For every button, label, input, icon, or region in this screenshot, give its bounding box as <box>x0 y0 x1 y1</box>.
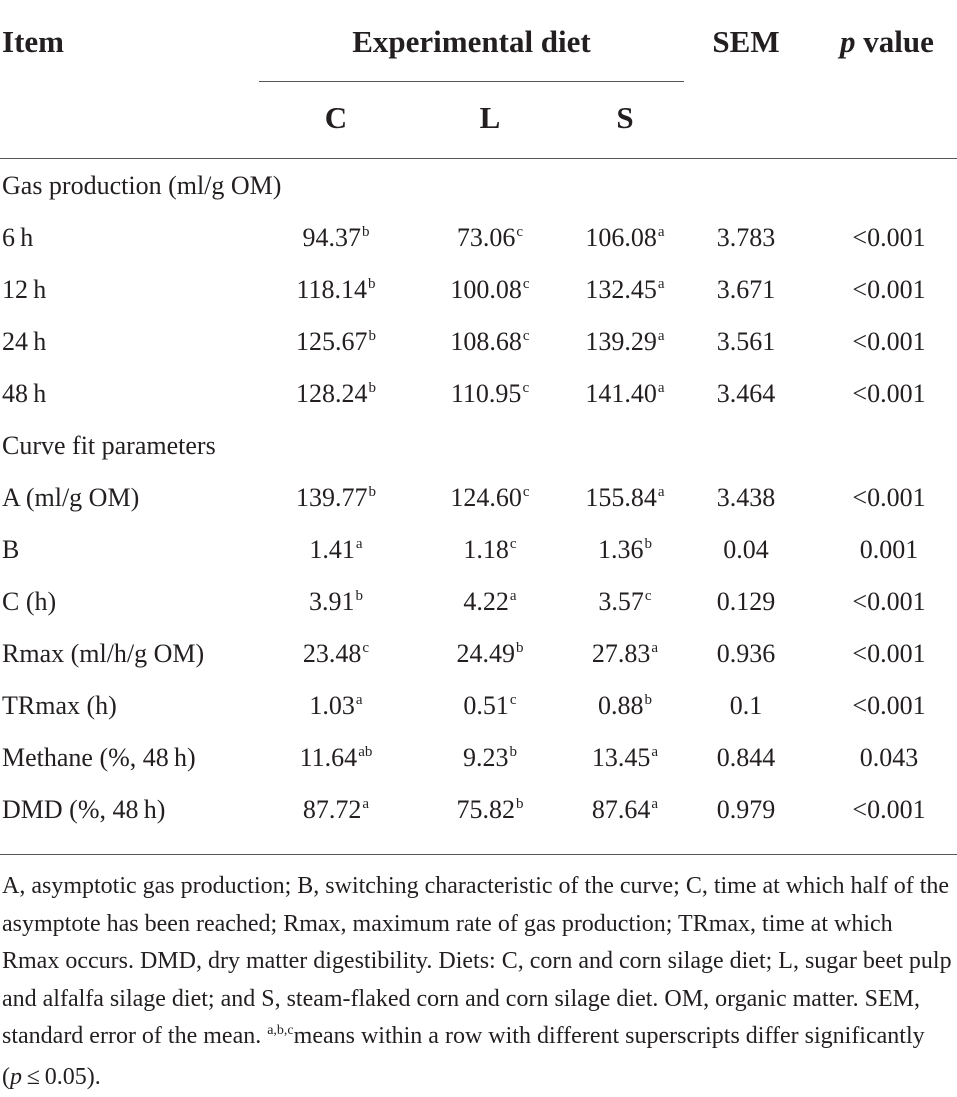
table-bottom-rule <box>0 854 957 855</box>
cell-diet-s: 155.84$^a$ <box>585 483 665 512</box>
row-label: Rmax (ml/h/g OM) <box>2 639 205 668</box>
header-experimental-diet: Experimental diet <box>352 24 591 59</box>
section-row-curve-fit <box>0 420 957 472</box>
header-group-rule <box>259 81 684 82</box>
cell-p-value: <0.001 <box>852 587 926 616</box>
cell-diet-c: 139.77$^b$ <box>296 483 376 512</box>
cell-diet-c: 1.03$^a$ <box>309 691 363 720</box>
table-row <box>0 576 957 628</box>
cell-diet-s: 87.64$^a$ <box>591 795 659 824</box>
cell-sem: 0.1 <box>729 691 763 720</box>
cell-diet-s: 1.36$^b$ <box>598 535 652 564</box>
cell-p-value: <0.001 <box>852 275 926 304</box>
cell-diet-c: 11.64$^{ab}$ <box>299 743 373 772</box>
section-row-gas-production <box>0 160 957 212</box>
header-p-rest: value <box>855 24 934 59</box>
cell-diet-c: 23.48$^c$ <box>302 639 370 668</box>
header-diet-s: S <box>616 100 634 135</box>
row-label: 6 h <box>2 223 34 252</box>
header-bottom-rule <box>0 158 957 159</box>
cell-diet-l: 75.82$^b$ <box>456 795 524 824</box>
cell-diet-l: 24.49$^b$ <box>456 639 524 668</box>
row-label: 12 h <box>2 275 47 304</box>
section-title: Curve fit parameters <box>2 431 216 460</box>
cell-sem: 3.438 <box>716 483 776 512</box>
cell-sem: 3.671 <box>716 275 776 304</box>
cell-p-value: <0.001 <box>852 379 926 408</box>
cell-p-value: <0.001 <box>852 327 926 356</box>
row-label: B <box>2 535 20 564</box>
row-label: C (h) <box>2 587 57 616</box>
table-row <box>0 784 957 836</box>
cell-p-value: <0.001 <box>852 483 926 512</box>
cell-p-value: <0.001 <box>852 691 926 720</box>
table-row <box>0 628 957 680</box>
cell-diet-l: 1.18$^c$ <box>463 535 517 564</box>
cell-sem: 0.936 <box>716 639 776 668</box>
cell-diet-l: 4.22$^a$ <box>463 587 517 616</box>
cell-p-value: <0.001 <box>852 639 926 668</box>
cell-diet-s: 27.83$^a$ <box>591 639 659 668</box>
cell-sem: 3.561 <box>716 327 776 356</box>
cell-diet-c: 128.24$^b$ <box>296 379 376 408</box>
cell-sem: 3.464 <box>716 379 776 408</box>
cell-sem: 3.783 <box>716 223 776 252</box>
cell-p-value: 0.001 <box>859 535 919 564</box>
cell-sem: 0.04 <box>723 535 769 564</box>
table-row <box>0 264 957 316</box>
table-row <box>0 680 957 732</box>
cell-p-value: <0.001 <box>852 223 926 252</box>
cell-diet-l: 110.95$^c$ <box>450 379 530 408</box>
cell-diet-s: 139.29$^a$ <box>585 327 665 356</box>
cell-diet-c: 94.37$^b$ <box>302 223 370 252</box>
cell-diet-c: 1.41$^a$ <box>309 535 363 564</box>
header-item: Item <box>2 24 64 59</box>
cell-sem: 0.844 <box>716 743 776 772</box>
cell-diet-c: 87.72$^a$ <box>302 795 370 824</box>
cell-diet-s: 13.45$^a$ <box>591 743 659 772</box>
cell-diet-s: 141.40$^a$ <box>585 379 665 408</box>
header-diet-c: C <box>324 100 348 135</box>
cell-diet-c: 125.67$^b$ <box>296 327 376 356</box>
header-sem: SEM <box>712 24 780 59</box>
cell-diet-s: 106.08$^a$ <box>585 223 665 252</box>
cell-diet-c: 3.91$^b$ <box>309 587 363 616</box>
cell-diet-l: 124.60$^c$ <box>450 483 530 512</box>
header-p-italic: p <box>840 24 856 59</box>
cell-sem: 0.979 <box>716 795 776 824</box>
row-label: DMD (%, 48 h) <box>2 795 166 824</box>
table-row <box>0 368 957 420</box>
cell-diet-s: 132.45$^a$ <box>585 275 665 304</box>
row-label: Methane (%, 48 h) <box>2 743 196 772</box>
row-label: 48 h <box>2 379 47 408</box>
cell-diet-l: 9.23$^b$ <box>463 743 517 772</box>
table-row <box>0 316 957 368</box>
table-row <box>0 732 957 784</box>
row-label: TRmax (h) <box>2 691 117 720</box>
cell-diet-l: 100.08$^c$ <box>450 275 530 304</box>
header-p-value <box>840 26 934 57</box>
section-title: Gas production (ml/g OM) <box>2 171 282 200</box>
table-footnote: A, asymptotic gas production; B, switching characteristic of the curve; C, time at which half of the asymptote has been reached; Rmax, maximum rate of gas production; TRmax, time at which Rmax occurs. DMD, dry matter digestibility. Diets: C, corn and corn silage diet; L, sugar beet pulp and alfalfa silage diet; and S, steam-flaked corn and corn silage diet. OM, organic matter. SEM, standard error of the mean. $^{a,b,c}$means within a row with different superscripts differ significantly (p ≤ 0.05). <box>2 873 952 1090</box>
cell-diet-s: 3.57$^c$ <box>598 587 652 616</box>
table-row <box>0 212 957 264</box>
cell-p-value: 0.043 <box>859 743 919 772</box>
row-label: A (ml/g OM) <box>2 483 140 512</box>
cell-diet-l: 108.68$^c$ <box>450 327 530 356</box>
cell-diet-c: 118.14$^b$ <box>296 275 376 304</box>
cell-sem: 0.129 <box>716 587 776 616</box>
cell-diet-l: 73.06$^c$ <box>456 223 524 252</box>
header-diet-l: L <box>479 100 501 135</box>
cell-diet-l: 0.51$^c$ <box>463 691 517 720</box>
table-row <box>0 472 957 524</box>
cell-p-value: <0.001 <box>852 795 926 824</box>
row-label: 24 h <box>2 327 47 356</box>
table-row <box>0 524 957 576</box>
cell-diet-s: 0.88$^b$ <box>598 691 652 720</box>
